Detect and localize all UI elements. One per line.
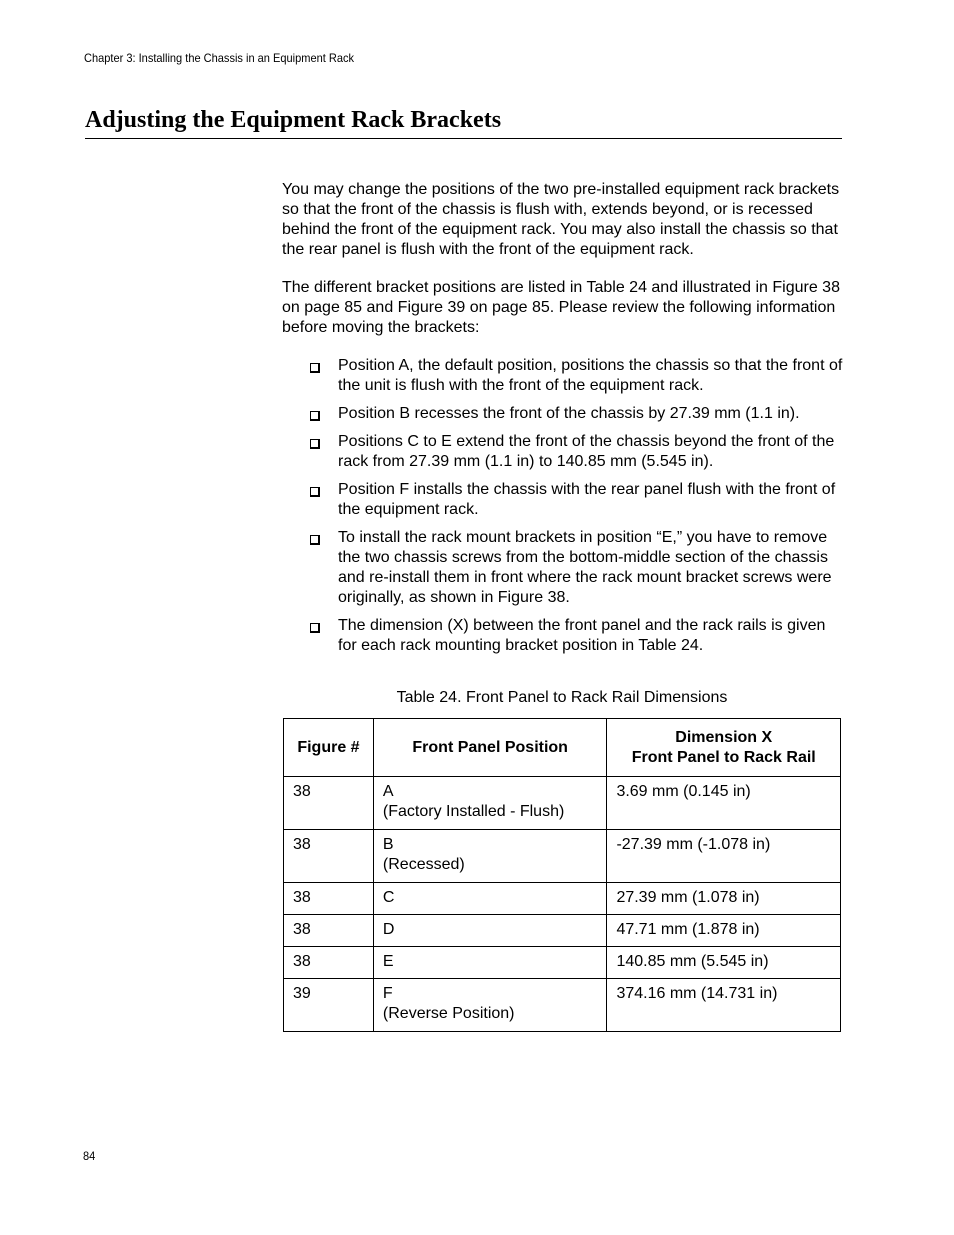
column-header-figure: Figure # bbox=[284, 719, 374, 777]
intro-paragraph: You may change the positions of the two pre-installed equipment rack brackets so that the front of the chassis is flush with, extends beyond, or is recessed behind the front of the equipment rack. You may also install the chassis so that the rear panel is flush with the front of the equipment rack. bbox=[282, 181, 840, 258]
figure-cell: 38 bbox=[284, 915, 374, 947]
table-row bbox=[284, 947, 841, 979]
position-cell bbox=[373, 777, 607, 830]
table-row bbox=[284, 915, 841, 947]
page-number: 84 bbox=[83, 1149, 96, 1163]
checkbox-bullet-icon bbox=[310, 439, 320, 449]
table-row bbox=[284, 830, 841, 883]
column-header-dimension-line2: Front Panel to Rack Rail bbox=[631, 748, 816, 766]
position-note: (Factory Installed - Flush) bbox=[382, 803, 565, 820]
dimension-cell: 140.85 mm (5.545 in) bbox=[607, 947, 841, 979]
position-cell bbox=[373, 830, 607, 883]
list-item bbox=[310, 480, 845, 520]
column-header-position: Front Panel Position bbox=[373, 719, 607, 777]
figure-cell: 38 bbox=[284, 777, 374, 830]
list-item bbox=[310, 528, 845, 608]
bracket-positions-paragraph: The different bracket positions are listed in Table 24 and illustrated in Figure 38 on page 85 and Figure 39 on page 85. Please review the following information before moving the brackets: bbox=[282, 279, 840, 336]
list-item bbox=[310, 356, 845, 396]
list-item bbox=[310, 616, 845, 656]
figure-cell: 38 bbox=[284, 883, 374, 915]
position-cell: D bbox=[373, 915, 607, 947]
position-note: (Recessed) bbox=[382, 856, 465, 873]
dimension-cell: 27.39 mm (1.078 in) bbox=[607, 883, 841, 915]
list-item bbox=[310, 404, 845, 424]
dimension-cell: 374.16 mm (14.731 in) bbox=[607, 979, 841, 1032]
section-title: Adjusting the Equipment Rack Brackets bbox=[85, 107, 842, 139]
bracket-position-list bbox=[310, 356, 845, 664]
dimension-cell: -27.39 mm (-1.078 in) bbox=[607, 830, 841, 883]
position-cell: C bbox=[373, 883, 607, 915]
list-item bbox=[310, 432, 845, 472]
list-item-text: Positions C to E extend the front of the chassis beyond the front of the rack from 27.39 mm (1.1 in) to 140.85 mm (5.545 in). bbox=[338, 433, 835, 470]
position-letter: B bbox=[382, 836, 394, 853]
position-letter: A bbox=[382, 783, 394, 800]
list-item-text: Position B recesses the front of the chassis by 27.39 mm (1.1 in). bbox=[338, 405, 800, 422]
position-note: (Reverse Position) bbox=[382, 1005, 515, 1022]
figure-cell: 39 bbox=[284, 979, 374, 1032]
running-header: Chapter 3: Installing the Chassis in an Equipment Rack bbox=[84, 51, 355, 65]
checkbox-bullet-icon bbox=[310, 411, 320, 421]
list-item-text: To install the rack mount brackets in position “E,” you have to remove the two chassis screws from the bottom-middle section of the chassis and re-install them in front where the rack mount bracket screws were originally, as shown in Figure 38. bbox=[338, 529, 832, 606]
position-cell: E bbox=[373, 947, 607, 979]
list-item-text: Position F installs the chassis with the rear panel flush with the front of the equipment rack. bbox=[338, 481, 836, 518]
checkbox-bullet-icon bbox=[310, 623, 320, 633]
table-caption: Table 24. Front Panel to Rack Rail Dimensions bbox=[396, 689, 728, 706]
dimension-cell: 47.71 mm (1.878 in) bbox=[607, 915, 841, 947]
position-cell bbox=[373, 979, 607, 1032]
list-item-text: Position A, the default position, positions the chassis so that the front of the unit is flush with the front of the equipment rack. bbox=[338, 357, 843, 394]
column-header-dimension-line1: Dimension X bbox=[675, 728, 773, 746]
dimensions-table bbox=[283, 718, 841, 1032]
list-item-text: The dimension (X) between the front panel and the rack rails is given for each rack mounting bracket position in Table 24. bbox=[338, 617, 826, 654]
position-letter: F bbox=[382, 985, 393, 1002]
table-row bbox=[284, 979, 841, 1032]
checkbox-bullet-icon bbox=[310, 487, 320, 497]
table-header-row bbox=[284, 719, 841, 777]
table-row bbox=[284, 777, 841, 830]
figure-cell: 38 bbox=[284, 830, 374, 883]
checkbox-bullet-icon bbox=[310, 363, 320, 373]
column-header-dimension bbox=[607, 719, 841, 777]
checkbox-bullet-icon bbox=[310, 535, 320, 545]
figure-cell: 38 bbox=[284, 947, 374, 979]
dimension-cell: 3.69 mm (0.145 in) bbox=[607, 777, 841, 830]
table-row bbox=[284, 883, 841, 915]
